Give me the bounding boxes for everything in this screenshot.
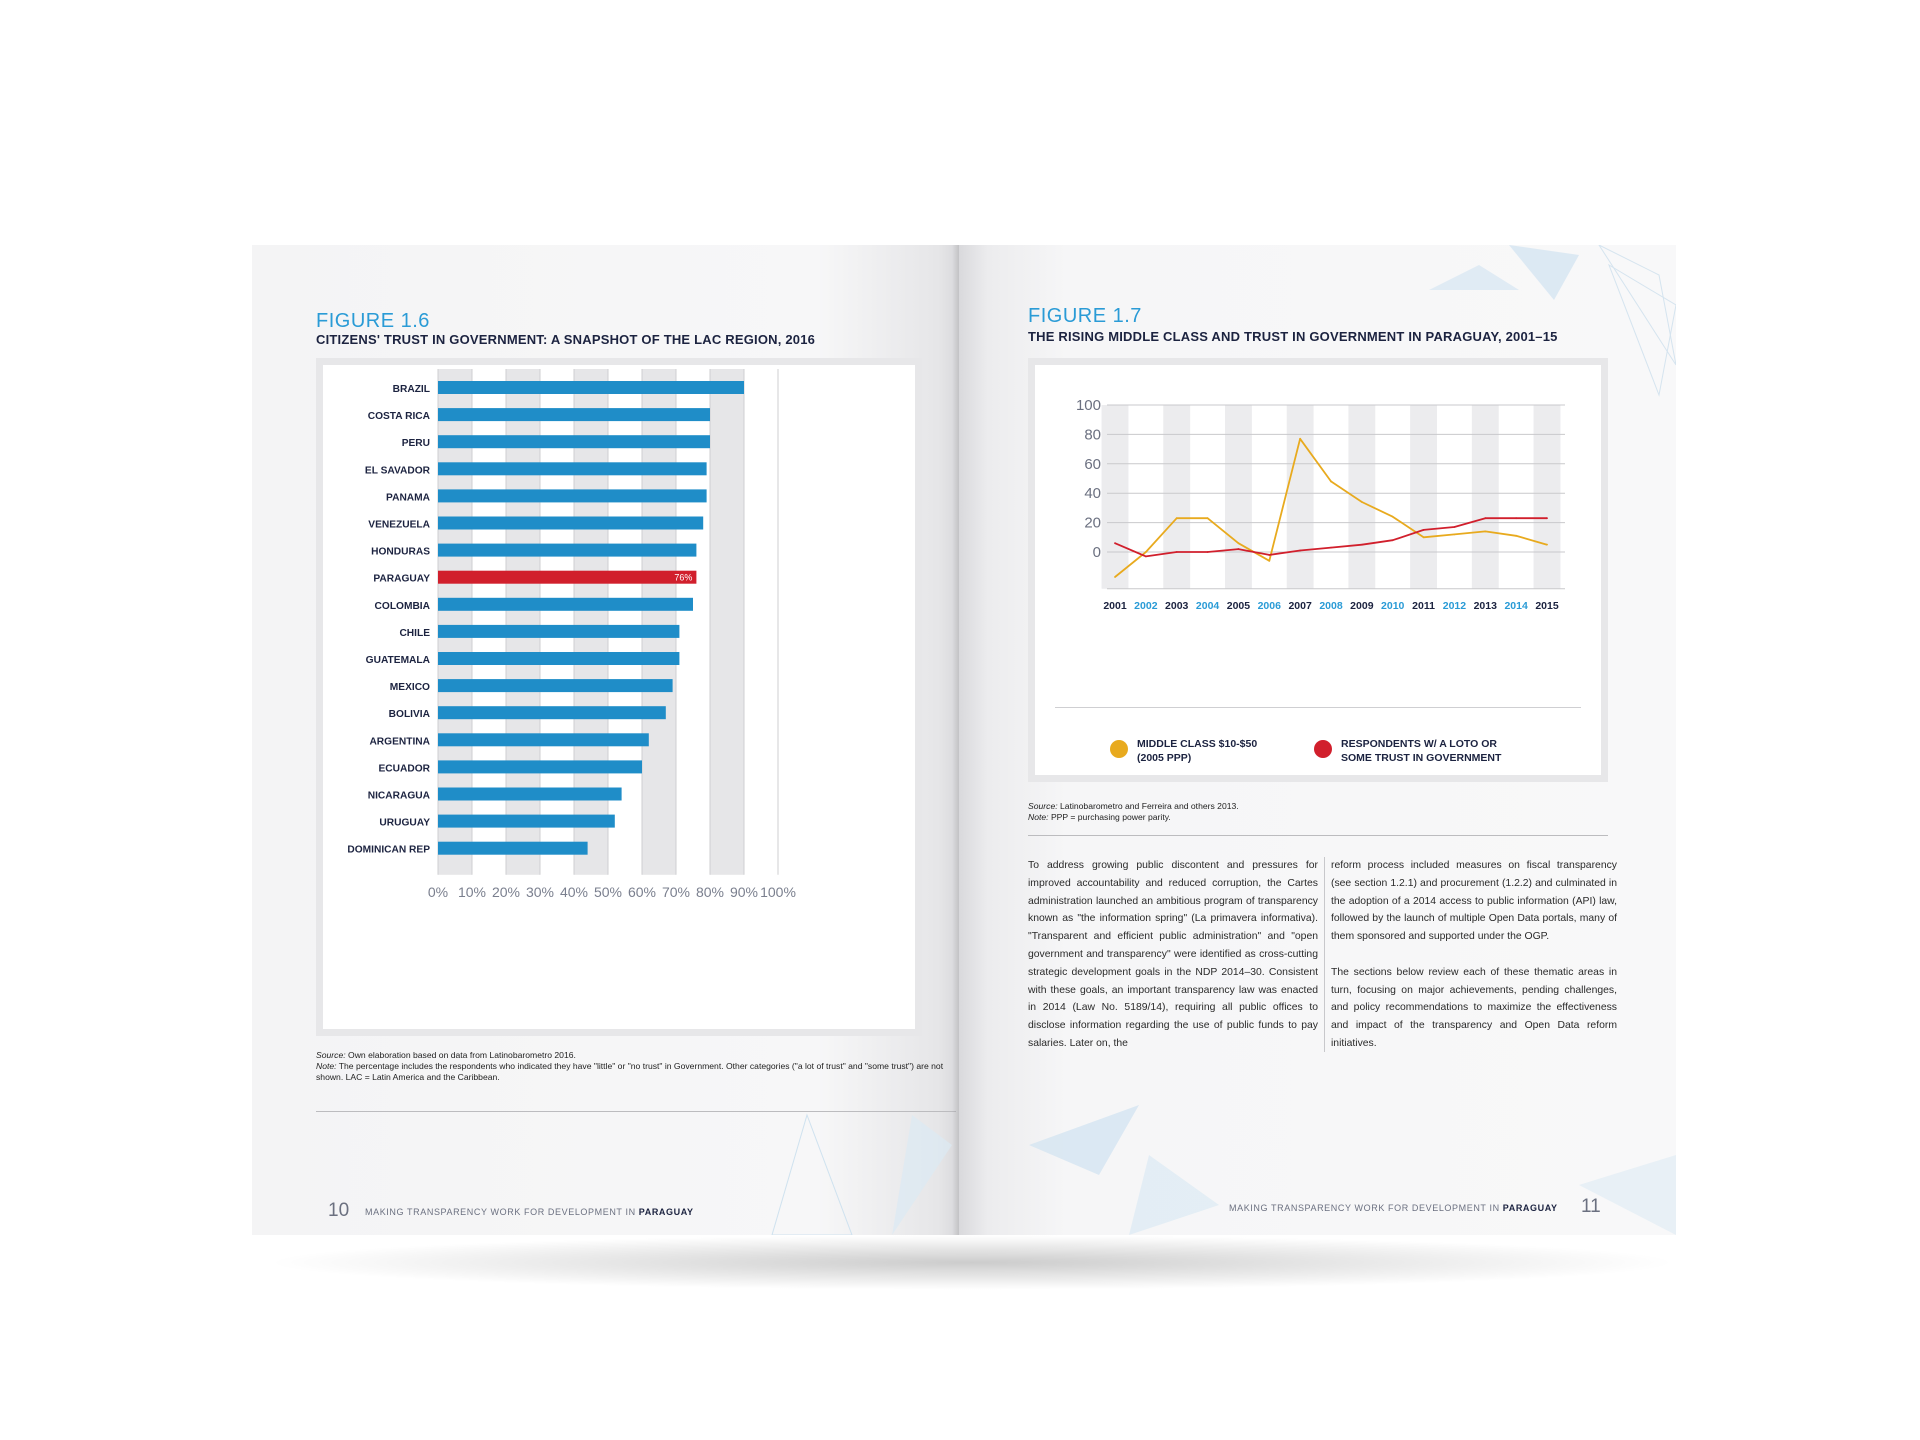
x-tick-label: 30% [525, 883, 555, 900]
data-point [1361, 544, 1363, 546]
x-tick-label: 50% [593, 883, 623, 900]
data-point [1145, 556, 1147, 558]
page-footer [1229, 1203, 1558, 1213]
data-point [1546, 517, 1548, 519]
footer-text: MAKING TRANSPARENCY WORK FOR DEVELOPMENT IN [1229, 1203, 1500, 1213]
bar [438, 788, 622, 801]
paragraph: To address growing public discontent and pressures for improved accountability and reduced corruption, the Cartes administration launched an ambitious program of transparency known as "the information spring" (La primavera informativa). "Transparent and efficient public administration" and "open government and transparency" were identified as cross-cutting strategic development goals in the NDP 2014–30. Consistent with these goals, an important transparency law was enacted in 2014 (Law No. 5189/14), requiring all public offices to disclose information regarding the use of public funds to pay salaries. Later on, the [1028, 860, 1318, 1049]
paragraph: reform process included measures on fiscal transparency (see section 1.2.1) and procurement (1.2.2) and culminated in the adoption of a 2014 access to public information (API) law, followed by the launch of multiple Open Data portals, many of them sponsored and supported under the OGP. [1331, 860, 1617, 943]
bar [438, 679, 673, 692]
bar [438, 435, 710, 448]
x-tick-label: 2007 [1288, 599, 1312, 612]
legend-label-trust: RESPONDENTS W/ A LOTO OR SOME TRUST IN GOVERNMENT [1341, 738, 1502, 764]
category-label: MEXICO [389, 682, 430, 694]
legend-marker-middle-class [1110, 740, 1128, 758]
data-point [1423, 536, 1425, 538]
grid-band [1102, 405, 1129, 589]
data-point [1484, 531, 1486, 533]
category-label: VENEZUELA [368, 519, 430, 531]
data-point [1330, 481, 1332, 483]
data-point [1515, 517, 1517, 519]
data-point [1238, 548, 1240, 550]
bar [438, 842, 588, 855]
footer-country: PARAGUAY [638, 1207, 694, 1217]
body-column-1 [1028, 857, 1318, 1071]
legend-label-middle-class: MIDDLE CLASS $10-$50 (2005 PPP) [1137, 738, 1258, 764]
y-tick-label: 20 [1084, 514, 1101, 532]
data-point [1299, 550, 1301, 552]
x-tick-label: 0% [427, 883, 449, 900]
data-point [1546, 544, 1548, 546]
data-point [1145, 551, 1147, 553]
data-point [1392, 516, 1394, 518]
column-divider [1324, 857, 1325, 1052]
body-column-2 [1331, 857, 1617, 1071]
grid-band [1225, 405, 1252, 589]
category-label: BOLIVIA [388, 709, 430, 721]
page-footer [365, 1207, 694, 1217]
source-text: Own elaboration based on data from Latinobarometro 2016. [348, 1050, 576, 1060]
figure-title: THE RISING MIDDLE CLASS AND TRUST IN GOVERNMENT IN PARAGUAY, 2001–15 [1028, 329, 1558, 344]
legend-divider [1055, 707, 1581, 708]
grid-band [1410, 405, 1437, 589]
category-label: URUGUAY [379, 817, 430, 829]
grid-band [710, 369, 744, 875]
note-label: Note: [1028, 812, 1049, 822]
source-label: Source: [316, 1050, 346, 1060]
x-tick-label: 2009 [1350, 599, 1374, 612]
category-label: NICARAGUA [367, 790, 430, 802]
legend-marker-trust [1314, 740, 1332, 758]
category-label: GUATEMALA [365, 655, 430, 666]
data-point [1268, 560, 1270, 562]
x-tick-label: 70% [661, 883, 691, 900]
y-tick-label: 40 [1084, 485, 1101, 503]
figure-source [316, 1050, 956, 1083]
source-label: Source: [1028, 801, 1058, 811]
footer-text: MAKING TRANSPARENCY WORK FOR DEVELOPMENT IN [365, 1207, 636, 1217]
category-label: CHILE [399, 627, 430, 639]
y-tick-label: 100 [1075, 397, 1101, 414]
data-point [1484, 517, 1486, 519]
x-tick-label: 2012 [1442, 599, 1467, 612]
line-chart [1035, 365, 1601, 705]
x-tick-label: 2001 [1103, 599, 1127, 612]
x-tick-label: 2002 [1134, 599, 1158, 612]
divider [1028, 835, 1608, 836]
x-tick-label: 2006 [1257, 599, 1281, 612]
source-text: Latinobarometro and Ferreira and others 2013. [1060, 801, 1239, 811]
grid-band [1163, 405, 1190, 589]
data-point [1114, 576, 1116, 578]
x-tick-label: 2003 [1165, 599, 1189, 612]
bar [438, 408, 710, 421]
data-point [1454, 526, 1456, 528]
x-tick-label: 60% [627, 883, 657, 900]
x-tick-label: 2015 [1535, 599, 1559, 612]
bar [438, 815, 615, 828]
category-label: COLOMBIA [374, 600, 430, 612]
category-label: EL SAVADOR [364, 465, 430, 477]
data-point [1207, 551, 1209, 553]
page-number: 11 [1581, 1196, 1601, 1217]
y-tick-label: 60 [1084, 455, 1101, 473]
x-tick-label: 90% [729, 883, 759, 900]
paragraph: The sections below review each of these thematic areas in turn, focusing on major achievements, pending challenges, and policy recommendations to maximize the effectiveness and impact of the transparency and Open Data reform initiatives. [1331, 966, 1617, 1049]
data-point [1423, 529, 1425, 531]
footer-country: PARAGUAY [1502, 1203, 1558, 1213]
data-point [1114, 542, 1116, 544]
category-label: DOMINICAN REP [347, 844, 430, 856]
bar [438, 517, 703, 530]
data-point [1454, 533, 1456, 535]
category-label: PERU [401, 438, 430, 450]
bar [438, 598, 693, 611]
figure-label: FIGURE 1.7 [1028, 305, 1142, 327]
category-label: PARAGUAY [373, 573, 430, 585]
bar [438, 760, 642, 773]
data-point [1238, 542, 1240, 544]
line-chart-area [1035, 365, 1601, 775]
left-page [252, 245, 959, 1235]
x-tick-label: 20% [491, 883, 521, 900]
x-tick-label: 100% [760, 883, 796, 900]
category-label: PANAMA [386, 492, 430, 504]
bar [438, 652, 679, 665]
x-tick-label: 2008 [1319, 599, 1343, 612]
data-point [1176, 517, 1178, 519]
x-tick-label: 2010 [1381, 599, 1405, 612]
category-label: COSTA RICA [367, 411, 430, 423]
note-text: The percentage includes the respondents who indicated they have "little" or "no trust" in Government. Other categories ("a lot of trust" and "some trust") are not shown. LAC = Latin America and the Caribbean. [316, 1061, 944, 1082]
data-point [1268, 554, 1270, 556]
divider [316, 1111, 956, 1112]
x-tick-label: 2013 [1473, 599, 1497, 612]
bar [438, 544, 696, 557]
grid-band [1348, 405, 1375, 589]
x-tick-label: 10% [457, 883, 487, 900]
figure-source [1028, 801, 1628, 823]
grid-band [1287, 405, 1314, 589]
page-number: 10 [328, 1200, 350, 1221]
grid-band [1472, 405, 1499, 589]
data-point [1176, 551, 1178, 553]
y-tick-label: 80 [1084, 426, 1101, 444]
right-page [959, 245, 1676, 1235]
category-label: BRAZIL [392, 384, 430, 395]
data-point [1299, 438, 1301, 440]
note-label: Note: [316, 1061, 337, 1071]
y-tick-label: 0 [1092, 544, 1101, 561]
x-tick-label: 80% [695, 883, 725, 900]
x-tick-label: 2014 [1504, 599, 1528, 612]
data-point [1361, 501, 1363, 503]
bar [438, 381, 744, 394]
bar-chart [323, 365, 915, 1029]
data-point [1330, 547, 1332, 549]
x-tick-label: 2004 [1195, 599, 1220, 612]
category-label: ECUADOR [378, 763, 430, 775]
data-point [1207, 517, 1209, 519]
category-label: ARGENTINA [369, 736, 430, 748]
bar [438, 625, 679, 638]
x-tick-label: 40% [559, 883, 589, 900]
grid-band [1534, 405, 1561, 589]
bar [438, 489, 707, 502]
data-label: 76% [674, 572, 693, 583]
category-label: HONDURAS [371, 546, 430, 558]
book-shadow [262, 1235, 1682, 1290]
bar-chart-area [323, 365, 915, 1029]
figure-title: CITIZENS' TRUST IN GOVERNMENT: A SNAPSHOT OF THE LAC REGION, 2016 [316, 332, 816, 347]
note-text: PPP = purchasing power parity. [1050, 812, 1171, 822]
bar [438, 462, 707, 475]
bar [438, 733, 649, 746]
figure-label: FIGURE 1.6 [316, 310, 430, 332]
data-point [1392, 539, 1394, 541]
bar [438, 706, 666, 719]
data-point [1515, 535, 1517, 537]
bar [438, 571, 696, 584]
x-tick-label: 2011 [1412, 599, 1435, 612]
x-tick-label: 2005 [1226, 599, 1251, 612]
